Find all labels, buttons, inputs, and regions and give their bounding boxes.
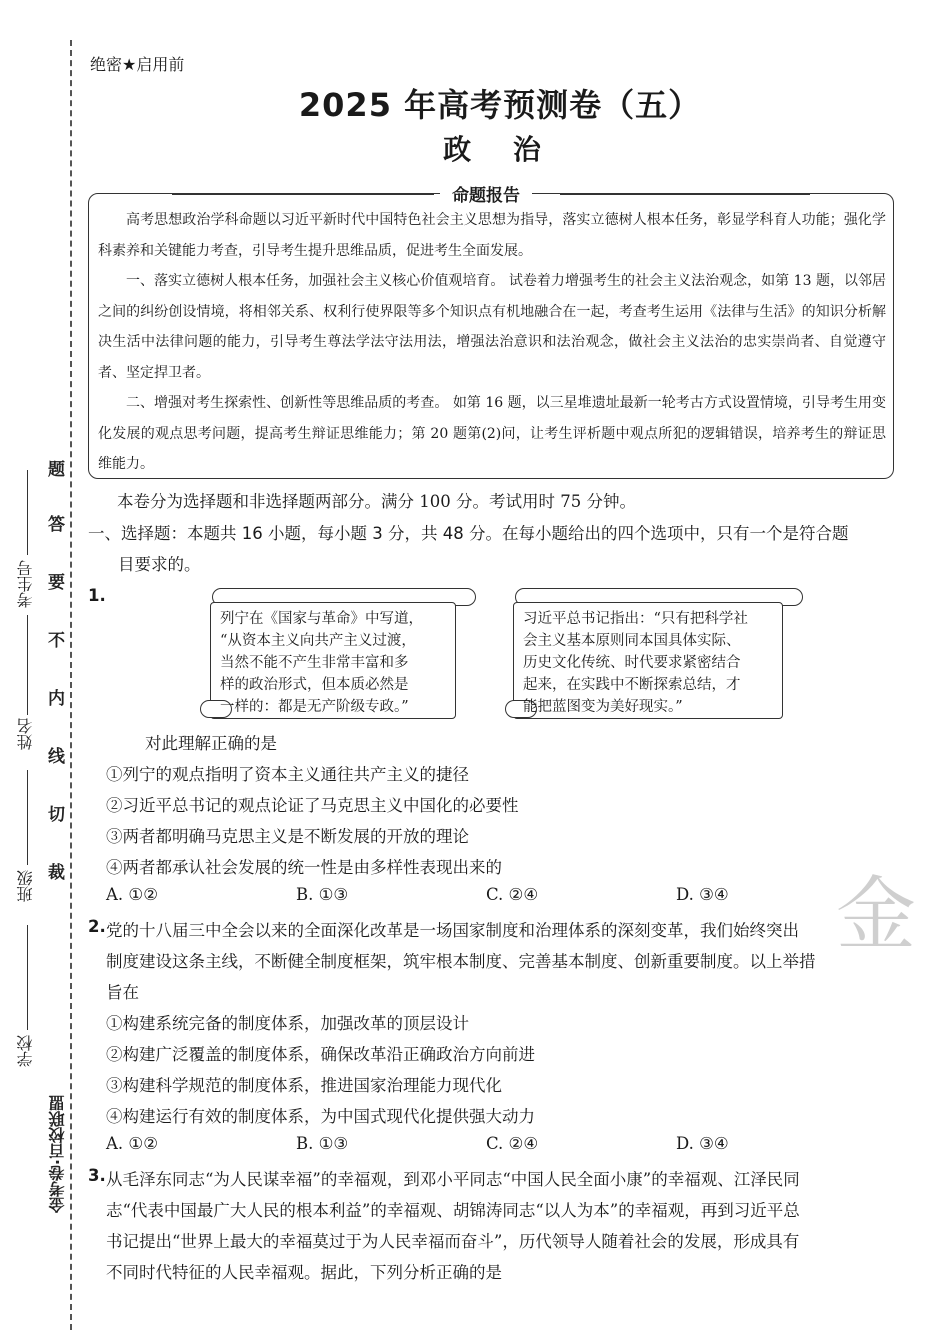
q2-option-b[interactable]: B. ①③	[296, 1134, 349, 1153]
report-title: 命题报告	[440, 181, 532, 206]
q3-stem-1: 从毛泽东同志“为人民谋幸福”的幸福观，到邓小平同志“中国人民全面小康”的幸福观、江泽民同	[106, 1170, 800, 1189]
quote-scroll-right	[505, 588, 805, 723]
q1-item-2: ②习近平总书记的观点论证了马克思主义中国化的必要性	[106, 796, 519, 815]
cut-char: 要	[48, 573, 65, 593]
q2-stem-2: 制度建设这条主线，不断健全制度框架，筑牢根本制度、完善基本制度、创新重要制度。以上举措	[106, 952, 816, 971]
q3-stem-2: 志“代表中国最广大人民的根本利益”的幸福观、胡锦涛同志“以人为本”的幸福观，再到习近平总	[106, 1201, 800, 1220]
question-number: 3.	[88, 1166, 106, 1185]
q1-item-1: ①列宁的观点指明了资本主义通往共产主义的捷径	[106, 765, 469, 784]
q2-option-d[interactable]: D. ③④	[676, 1134, 729, 1153]
report-text	[98, 205, 886, 480]
cut-char: 内	[48, 689, 65, 709]
report-body-2: 如第 16 题，以三星堆遗址最新一轮考古方式设置情境，引导考生用变化发展的观点思考问题，提高考生辩证思维能力；第 20 题第(2)问，让考生评析题中观点所犯的逻辑错误，培养考生的辩证思维能力。	[98, 395, 887, 472]
field-line-exam-no[interactable]	[27, 470, 28, 555]
field-label-name: 姓名	[16, 718, 35, 750]
watermark: 金	[836, 868, 916, 961]
cut-char: 线	[48, 747, 65, 767]
cut-char: 不	[48, 631, 65, 651]
q2-item-2: ②构建广泛覆盖的制度体系，确保改革沿正确政治方向前进	[106, 1045, 535, 1064]
quote-scroll-left	[200, 588, 485, 723]
q1-option-a[interactable]: A. ①②	[106, 885, 158, 904]
q1-option-b[interactable]: B. ①③	[296, 885, 349, 904]
report-paragraph-1: 高考思想政治学科命题以习近平新时代中国特色社会主义思想为指导，落实立德树人根本任务，彰显学科育人功能；强化学科素养和关键能力考查，引导考生提升思维品质，促进考生全面发展。	[98, 212, 886, 259]
field-line-class[interactable]	[27, 770, 28, 865]
q3-stem-3: 书记提出“世界上最大的幸福莫过于为人民幸福而奋斗”，历代领导人随着社会的发展，形成具有	[106, 1232, 800, 1251]
section1-heading-cont: 目要求的。	[118, 555, 201, 574]
report-rule-left	[172, 193, 434, 195]
section1-heading: 一、选择题：本题共 16 小题，每小题 3 分，共 48 分。在每小题给出的四个选项中，只有一个是符合题	[88, 524, 849, 543]
exam-intro: 本卷分为选择题和非选择题两部分。满分 100 分。考试用时 75 分钟。	[117, 492, 636, 511]
q3-stem-4: 不同时代特征的人民幸福观。据此，下列分析正确的是	[106, 1263, 502, 1282]
report-paragraph-3	[98, 388, 886, 480]
binding-cut-line	[70, 40, 72, 1330]
cut-char: 切	[48, 805, 65, 825]
cut-char: 裁	[48, 863, 65, 883]
q1-option-d[interactable]: D. ③④	[676, 885, 729, 904]
q2-option-c[interactable]: C. ②④	[486, 1134, 539, 1153]
q2-item-1: ①构建系统完备的制度体系，加强改革的顶层设计	[106, 1014, 469, 1033]
cut-char: 答	[48, 515, 65, 535]
q1-item-4: ④两者都承认社会发展的统一性是由多样性表现出来的	[106, 858, 502, 877]
brand-label: 金考卷·百校联盟	[48, 1095, 67, 1214]
cut-char: 题	[48, 460, 65, 480]
report-paragraph-2	[98, 266, 886, 388]
field-line-name[interactable]	[27, 615, 28, 715]
field-line-school[interactable]	[27, 925, 28, 1030]
q2-option-a[interactable]: A. ①②	[106, 1134, 158, 1153]
secret-label: 绝密★启用前	[90, 55, 185, 74]
subject-title: 政 治	[443, 133, 557, 166]
question-number: 2.	[88, 917, 106, 936]
q2-item-3: ③构建科学规范的制度体系，推进国家治理能力现代化	[106, 1076, 502, 1095]
q1-option-c[interactable]: C. ②④	[486, 885, 539, 904]
report-heading-2: 二、增强对考生探索性、创新性等思维品质的考查。	[126, 395, 449, 411]
quote-lenin: 列宁在《国家与革命》中写道， “从资本主义向共产主义过渡， 当然不能不产生非常丰富和多 样的政治形式，但本质必然是 一样的：都是无产阶级专政。”	[220, 611, 423, 715]
q2-stem-1: 党的十八届三中全会以来的全面深化改革是一场国家制度和治理体系的深刻变革，我们始终突出	[106, 921, 799, 940]
question-number: 1.	[88, 586, 106, 605]
field-label-class: 班级	[16, 870, 35, 902]
q1-stem: 对此理解正确的是	[145, 734, 277, 753]
field-label-school: 学校	[16, 1035, 35, 1067]
page-title: 2025 年高考预测卷（五）	[298, 86, 702, 124]
q1-item-3: ③两者都明确马克思主义是不断发展的开放的理论	[106, 827, 469, 846]
q2-item-4: ④构建运行有效的制度体系，为中国式现代化提供强大动力	[106, 1107, 535, 1126]
report-body-1: 试卷着力增强考生的社会主义法治观念，如第 13 题，以邻居之间的纠纷创设情境，将相邻关系、权利行使界限等多个知识点有机地融合在一起，考查考生运用《法律与生活》的知识分析解决生活中法律问题的能力，引导考生尊法学法守法用法，增强法治意识和法治观念，做社会主义法治的忠实崇尚者、自觉遵守者、坚定捍卫者。	[98, 273, 887, 381]
quote-xi: 习近平总书记指出：“只有把科学社 会主义基本原则同本国具体实际、 历史文化传统、时代要求紧密结合 起来，在实践中不断探索总结，才 能把蓝图变为美好现实。”	[523, 611, 748, 715]
field-label-exam-no: 考生号	[16, 560, 35, 608]
report-heading-1: 一、落实立德树人根本任务，加强社会主义核心价值观培育。	[126, 273, 505, 289]
q2-stem-3: 旨在	[106, 983, 139, 1002]
report-rule-right	[560, 193, 810, 195]
